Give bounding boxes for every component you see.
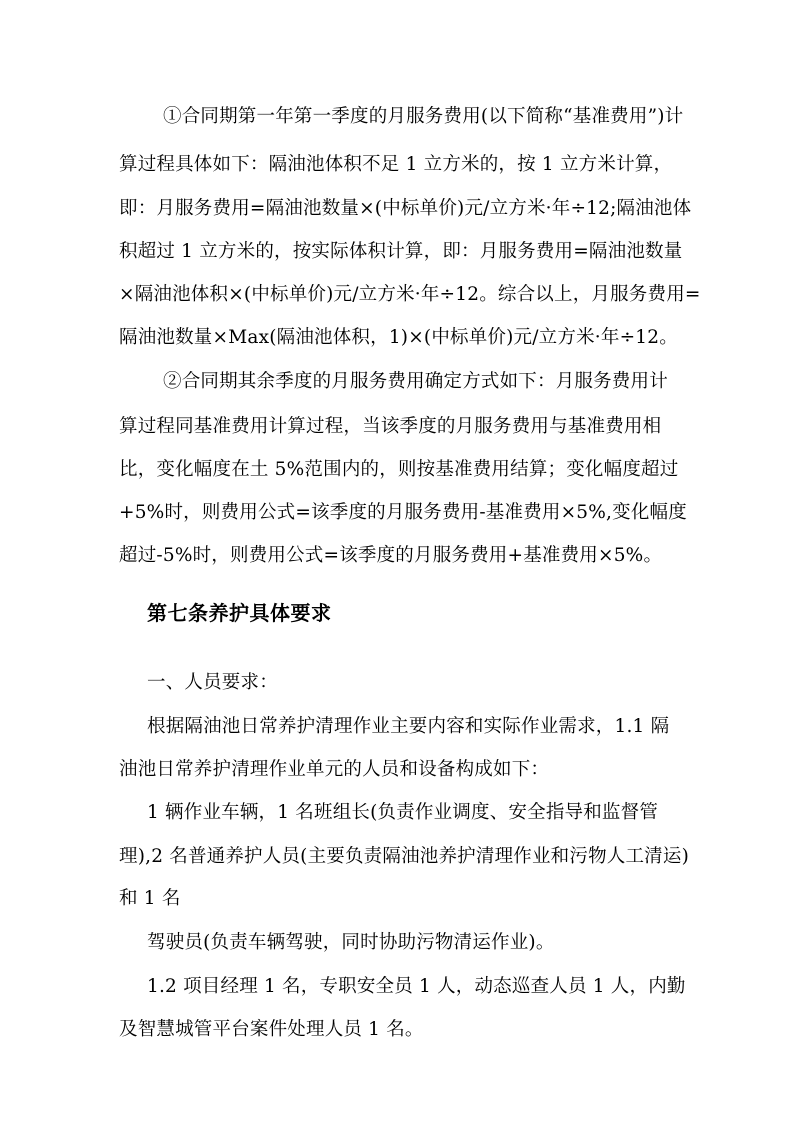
- article-7-paragraph-4-line-1: 1.2 项目经理 1 名，专职安全员 1 人，动态巡查人员 1 人，内勤: [147, 976, 686, 997]
- paragraph-2-line-2: 算过程同基准费用计算过程，当该季度的月服务费用与基准费用相: [119, 416, 662, 437]
- paragraph-2-line-4: +5%时，则费用公式=该季度的月服务费用-基准费用×5%,变化幅度: [119, 502, 687, 523]
- paragraph-1-line-4: 积超过 1 立方米的，按实际体积计算，即：月服务费用=隔油池数量: [119, 241, 683, 262]
- article-7-paragraph-3-line-1: 驾驶员(负责车辆驾驶，同时协助污物清运作业)。: [147, 932, 555, 953]
- paragraph-1-line-1: ①合同期第一年第一季度的月服务费用(以下简称“基准费用”)计: [163, 106, 684, 127]
- paragraph-1-line-3: 即：月服务费用=隔油池数量×(中标单价)元/立方米·年÷12;隔油池体: [119, 198, 692, 219]
- article-7-heading: 第七条养护具体要求: [147, 601, 332, 625]
- article-7-paragraph-2-line-1: 1 辆作业车辆，1 名班组长(负责作业调度、安全指导和监督管: [147, 802, 659, 823]
- article-7-paragraph-1-line-2: 油池日常养护清理作业单元的人员和设备构成如下：: [119, 759, 550, 780]
- paragraph-1-line-6: 隔油池数量×Max(隔油池体积，1)×(中标单价)元/立方米·年÷12。: [119, 327, 678, 348]
- paragraph-2-line-5: 超过-5%时，则费用公式=该季度的月服务费用+基准费用×5%。: [119, 545, 663, 566]
- article-7-paragraph-2-line-2: 理),2 名普通养护人员(主要负责隔油池养护清理作业和污物人工清运): [119, 846, 689, 867]
- article-7-paragraph-1-line-1: 根据隔油池日常养护清理作业主要内容和实际作业需求，1.1 隔: [147, 716, 670, 737]
- article-7-paragraph-2-line-3: 和 1 名: [119, 888, 181, 909]
- paragraph-1-line-2: 算过程具体如下：隔油池体积不足 1 立方米的，按 1 立方米计算，: [119, 154, 673, 175]
- paragraph-2-line-1: ②合同期其余季度的月服务费用确定方式如下：月服务费用计: [163, 371, 668, 392]
- personnel-requirements-subheading: 一、人员要求：: [147, 672, 278, 693]
- paragraph-1-line-5: ×隔油池体积×(中标单价)元/立方米·年÷12。综合以上，月服务费用=: [119, 284, 701, 305]
- article-7-paragraph-4-line-2: 及智慧城管平台案件处理人员 1 名。: [119, 1019, 424, 1040]
- paragraph-2-line-3: 比，变化幅度在土 5%范围内的，则按基准费用结算；变化幅度超过: [119, 459, 679, 480]
